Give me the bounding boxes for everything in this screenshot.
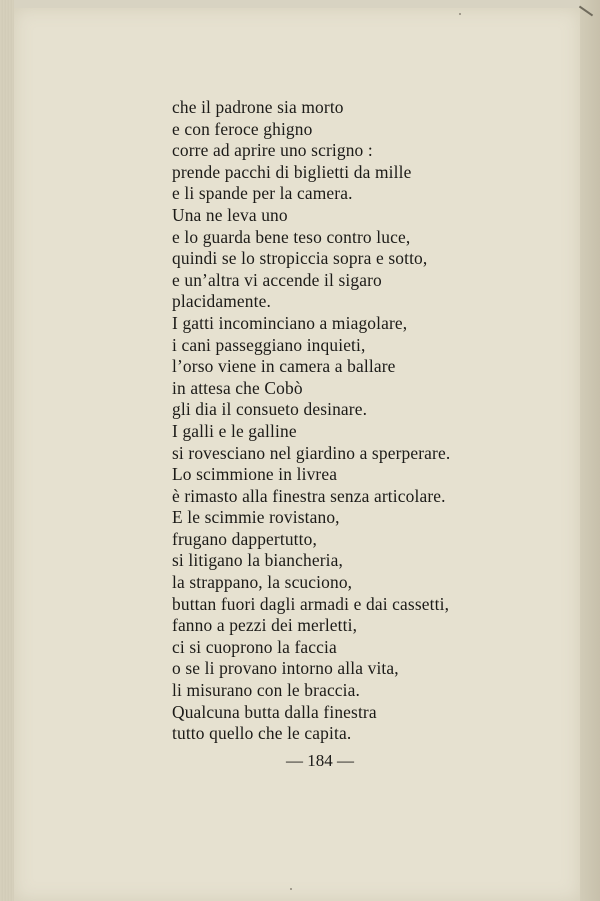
poem-line: placidamente. [172, 291, 271, 312]
paper-speck [459, 13, 461, 15]
poem-line: è rimasto alla finestra senza articolare. [172, 485, 446, 506]
poem-line: Qualcuna butta dalla finestra [172, 701, 377, 722]
poem-line: I galli e le galline [172, 420, 297, 441]
poem-line: gli dia il consueto desinare. [172, 399, 368, 420]
poem-line: e li spande per la camera. [172, 183, 353, 204]
poem-line: si litigano la biancheria, [172, 550, 343, 571]
poem-line: in attesa che Cobò [172, 377, 303, 398]
page-stack-edge-right [580, 0, 600, 901]
poem-line: ci si cuoprono la faccia [172, 636, 337, 657]
poem-text [172, 97, 572, 745]
poem-line: frugano dappertutto, [172, 528, 317, 549]
poem-line: E le scimmie rovistano, [172, 507, 340, 528]
poem-line: I gatti incominciano a miagolare, [172, 312, 408, 333]
page-stack-edge-left [0, 0, 14, 901]
poem-line: buttan fuori dagli armadi e dai cassetti, [172, 593, 450, 614]
poem-line: Una ne leva uno [172, 204, 288, 225]
poem-line: Lo scimmione in livrea [172, 464, 338, 485]
page-number: — 184 — [286, 751, 354, 770]
poem-line: e con feroce ghigno [172, 118, 313, 139]
poem-line: e lo guarda bene teso contro luce, [172, 226, 411, 247]
poem-line: la strappano, la scuciono, [172, 572, 353, 593]
poem-line: o se li provano intorno alla vita, [172, 658, 399, 679]
poem-line: tutto quello che le capita. [172, 723, 352, 744]
poem-line: che il padrone sia morto [172, 97, 344, 117]
poem-line: si rovesciano nel giardino a sperperare. [172, 442, 451, 463]
poem-line: prende pacchi di biglietti da mille [172, 161, 412, 182]
poem-line: quindi se lo stropiccia sopra e sotto, [172, 248, 428, 269]
poem-line: corre ad aprire uno scrigno : [172, 140, 373, 161]
poem-line: e un’altra vi accende il sigaro [172, 269, 382, 290]
paper-speck [290, 888, 292, 890]
poem-line: i cani passeggiano inquieti, [172, 334, 366, 355]
poem-line: li misurano con le braccia. [172, 680, 361, 701]
poem-line: fanno a pezzi dei merletti, [172, 615, 358, 636]
poem-line: l’orso viene in camera a ballare [172, 356, 396, 377]
